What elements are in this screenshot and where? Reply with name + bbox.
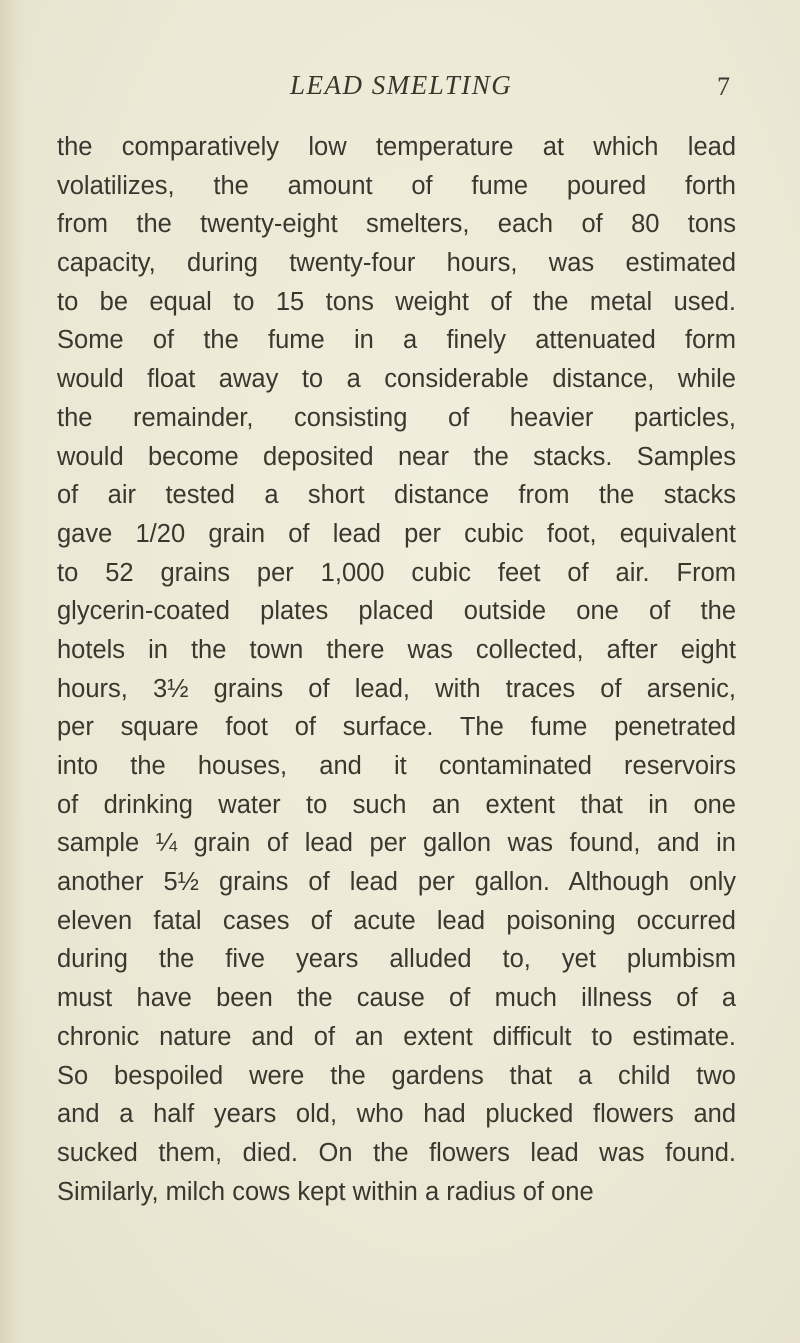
text-line: would become deposited near the stacks. Samples	[57, 442, 736, 471]
text-line: sample ¼ grain of lead per gallon was found, and in	[57, 829, 736, 858]
text-line: the comparatively low temperature at which lead	[57, 133, 736, 161]
text-line: Similarly, milch cows kept within a radius of one	[57, 1177, 594, 1206]
text-line: Some of the fume in a finely attenuated form	[57, 326, 736, 355]
text-line: to 52 grains per 1,000 cubic feet of air. From	[57, 558, 736, 587]
text-line: and a half years old, who had plucked flowers and	[57, 1100, 736, 1129]
text-line: hours, 3½ grains of lead, with traces of arsenic,	[57, 674, 736, 703]
text-line: another 5½ grains of lead per gallon. Although only	[57, 868, 736, 897]
text-line: sucked them, died. On the flowers lead was found.	[57, 1138, 736, 1167]
text-line: the remainder, consisting of heavier particles,	[57, 403, 736, 432]
body-text	[57, 128, 736, 1211]
text-line: of air tested a short distance from the stacks	[57, 481, 736, 510]
page-gutter-shadow	[0, 0, 26, 1343]
running-head	[290, 70, 730, 104]
text-line: to be equal to 15 tons weight of the metal used.	[57, 287, 736, 316]
text-line: eleven fatal cases of acute lead poisoning occurred	[57, 906, 736, 935]
text-line: per square foot of surface. The fume penetrated	[57, 713, 736, 742]
running-title: LEAD SMELTING	[290, 70, 513, 100]
page-number: 7	[717, 72, 730, 101]
text-line: volatilizes, the amount of fume poured forth	[57, 171, 736, 200]
text-line: during the five years alluded to, yet plumbism	[57, 945, 736, 974]
text-line: from the twenty-eight smelters, each of 80 tons	[57, 210, 736, 239]
text-line: chronic nature and of an extent difficult to estimate.	[57, 1022, 736, 1051]
text-line: So bespoiled were the gardens that a child two	[57, 1061, 736, 1090]
text-line: must have been the cause of much illness of a	[57, 984, 736, 1013]
text-line: gave 1/20 grain of lead per cubic foot, equivalent	[57, 519, 736, 548]
text-line: of drinking water to such an extent that in one	[57, 790, 736, 819]
text-line: hotels in the town there was collected, after eight	[57, 635, 736, 664]
text-line: into the houses, and it contaminated reservoirs	[57, 752, 736, 780]
text-line: glycerin-coated plates placed outside one of the	[57, 597, 736, 626]
text-line: capacity, during twenty-four hours, was estimated	[57, 249, 736, 278]
text-line: would float away to a considerable distance, while	[57, 365, 736, 394]
